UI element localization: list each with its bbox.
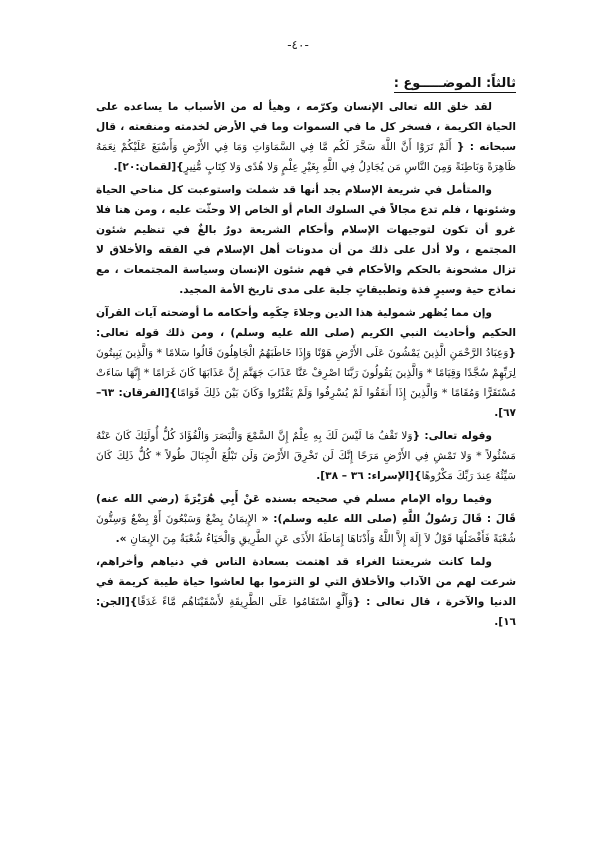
paragraph-text: والمتأمل في شريعة الإسلام يجد أنها قد شملت واستوعبت كل مناحي الحياة وشئونها ، فلم تدع مجالاً في السلوك العام أو الخاص إلا وحثّت عليه ، ومن هنا فلا غرو أن تكون لتوجيهات الإسلام وأحكام الشريعة دورٌ بالغٌ في تنظيم شئون المجتمع ، ولا أدل على ذلك من أن مدونات أهل الإسلام في الفقه والأخلاق لا تزال مشحونة بالحكم والأحكام في فهم شئون الإنسان وسياسة المجتمعات ، مع نماذج حية وسيرٍ فذة وتطبيقاتٍ جلية على مدى تاريخ الأمة المجيد.	[96, 184, 516, 296]
paragraph-text: لقد خلق الله تعالى الإنسان وكرّمه ، وهيأ له من الأسباب ما يساعده على الحياة الكريمة ، فسخر كل ما في السموات وما في الأرض لخدمته ومنفعته ، قال سبحانه : {	[96, 101, 516, 153]
page-number: -٤٠-	[287, 38, 309, 52]
quran-verse: وَعِبَادُ الرَّحْمَنِ الَّذِينَ يَمْشُونَ عَلَى الأَرْضِ هَوْنًا وَإِذَا خَاطَبَهُمُ الْجَاهِلُونَ قَالُوا سَلامًا * وَالَّذِينَ يَبِيتُونَ لِرَبِّهِمْ سُجَّدًا وَقِيَامًا * وَالَّذِينَ يَقُولُونَ رَبَّنَا اصْرِفْ عَنَّا عَذَابَ جَهَنَّمَ إِنَّ عَذَابَهَا كَانَ غَرَامًا * إِنَّهَا سَاءَتْ مُسْتَقَرًّا وَمُقَامًا * وَالَّذِينَ إِذَا أَنفَقُوا لَمْ يُسْرِفُوا وَلَمْ يَقْتُرُوا وَكَانَ بَيْنَ ذَلِكَ قَوَامًا	[96, 347, 517, 399]
paragraph-hadith	[96, 489, 516, 549]
hadith-text: الإِيمَانُ بِضْعٌ وَسَبْعُونَ أَوْ بِضْعٌ وَسِتُّونَ شُعْبَةً فَأَفْضَلُهَا قَوْلُ لاَ إِلَهَ إِلاَّ اللَّهُ وَأَدْنَاهَا إِمَاطَةُ الأَذَى عَنِ الطَّرِيقِ وَالْحَيَاءُ شُعْبَةٌ مِنَ الإِيمَانِ	[96, 513, 516, 545]
quran-verse: وَلا تَقْفُ مَا لَيْسَ لَكَ بِهِ عِلْمٌ إِنَّ السَّمْعَ وَالْبَصَرَ وَالْفُؤَادَ كُلُّ أُولَئِكَ كَانَ عَنْهُ مَسْئُولاً * وَلا تَمْشِ فِي الأَرْضِ مَرَحًا إِنَّكَ لَن تَخْرِقَ الأَرْضَ وَلَن تَبْلُغَ الْجِبَالَ طُولاً * كُلُّ ذَلِكَ كَانَ سَيِّئُهُ عِندَ رَبِّكَ مَكْرُوهًا	[96, 430, 516, 482]
quran-verse: وَأَلَّوِ اسْتَقَامُوا عَلَى الطَّرِيقَةِ لأَسْقَيْنَاهُم مَّاءً غَدَقًا	[137, 596, 353, 608]
paragraph-text: وقوله تعالى: {	[412, 430, 492, 442]
verse-citation: }[الإسراء: ٣٦ – ٣٨].	[316, 470, 422, 482]
paragraph-sharia	[96, 180, 516, 300]
verse-citation: }[الجن: ١٦].	[96, 596, 516, 628]
verse-citation: }[لقمان:٢٠].	[113, 161, 184, 173]
paragraph-text: وفيما رواه الإمام مسلم في صحيحه بسنده عَنْ أَبِي هُرَيْرَةَ (رضي الله عنه) قَالَ : قَالَ رَسُولُ اللَّهِ (صلى الله عليه وسلم): «	[96, 493, 516, 525]
paragraph-text: وإن مما يُظهر شمولية هذا الدين وجلاءَ حِكَمِه وأحكامه ما أوضحته آيات القرآن الحكيم وأحاديث النبي الكريم (صلى الله عليه وسلم) ، ومن ذلك قوله تعالى: {	[96, 307, 516, 359]
hadith-close: ».	[115, 533, 131, 545]
paragraph-creation	[96, 97, 516, 177]
page-body	[96, 64, 516, 635]
section-heading: ثالثاً: الموضـــــوع :	[393, 76, 516, 91]
paragraph-isra	[96, 426, 516, 486]
verse-citation: }[الفرقان: ٦٣– ٦٧].	[96, 387, 516, 419]
paragraph-text: ولما كانت شريعتنا الغراء قد اهتمت بسعادة الناس في دنياهم وأخراهم، شرعت لهم من الآداب والأخلاق التي لو التزموا بها لعاشوا حياة طيبة كريمة في الدنيا والآخرة ، قال تعالى : {	[96, 556, 516, 608]
paragraph-furqan	[96, 303, 516, 423]
paragraph-jinn	[96, 552, 516, 632]
quran-verse: أَلَمْ تَرَوْا أَنَّ اللَّهَ سَخَّرَ لَكُم مَّا فِي السَّمَاوَاتِ وَمَا فِي الأَرْضِ وَأَسْبَغَ عَلَيْكُمْ نِعَمَهُ ظَاهِرَةً وَبَاطِنَةً وَمِنَ النَّاسِ مَن يُجَادِلُ فِي اللَّهِ بِغَيْرِ عِلْمٍ وَلا هُدًى وَلا كِتَابٍ مُّنِيرٍ	[96, 141, 516, 173]
